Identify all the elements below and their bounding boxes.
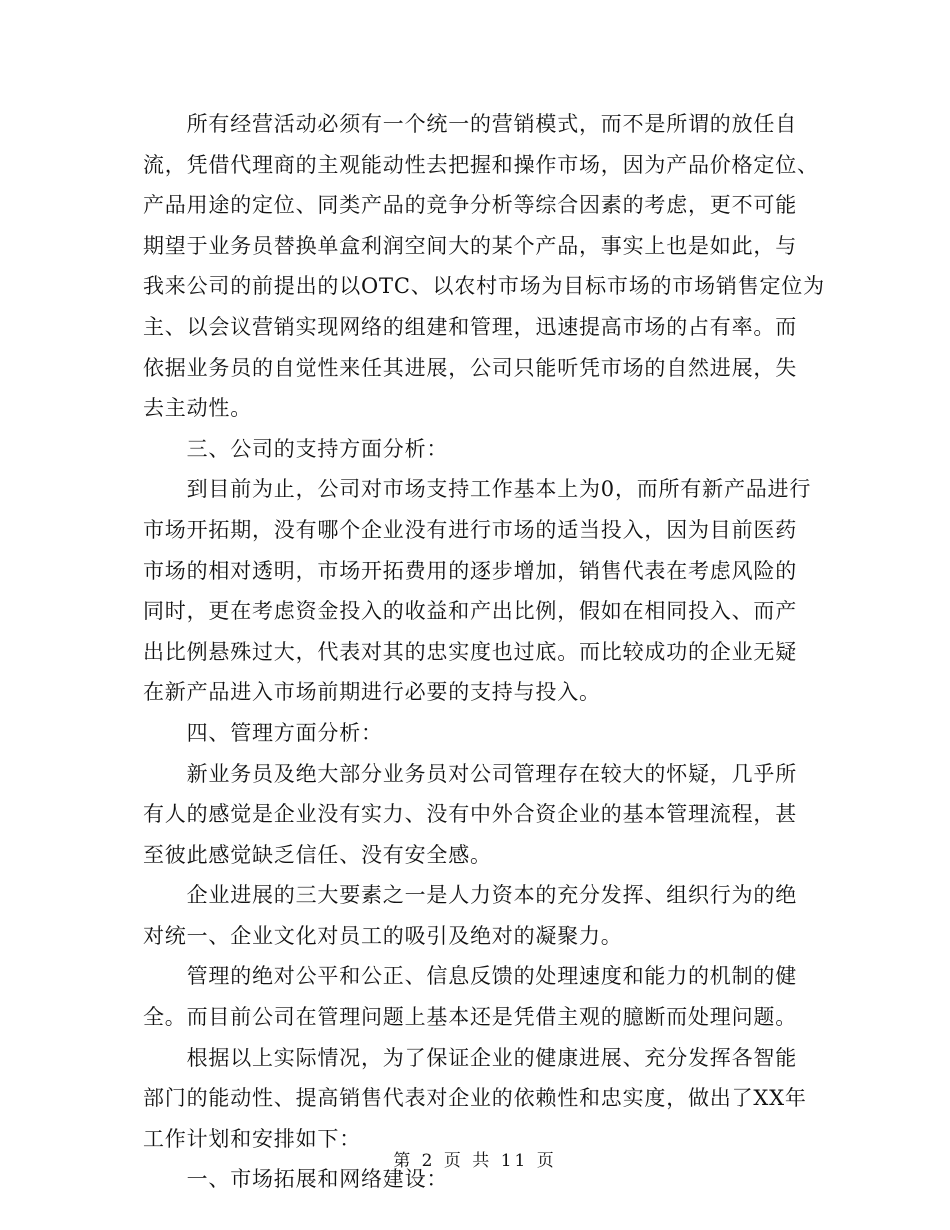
document-body xyxy=(143,104,833,1200)
paragraph xyxy=(143,754,833,876)
text-line: 依据业务员的自觉性来任其进展，公司只能听凭市场的自然进展，失 xyxy=(143,355,797,380)
text-line: 一、市场拓展和网络建设： xyxy=(143,1167,449,1192)
text-line: 工作计划和安排如下： xyxy=(143,1126,361,1151)
text-line: 在新产品进入市场前期进行必要的支持与投入。 xyxy=(143,680,601,705)
paragraph xyxy=(143,875,833,956)
text-line: 市场开拓期，没有哪个企业没有进行市场的适当投入，因为目前医药 xyxy=(143,517,797,542)
section-heading xyxy=(143,713,833,754)
text-line: 全。而目前公司在管理问题上基本还是凭借主观的臆断而处理问题。 xyxy=(143,1005,797,1030)
text-line: 企业进展的三大要素之一是人力资本的充分发挥、组织行为的绝 xyxy=(143,883,797,908)
section-heading xyxy=(143,429,833,470)
text-line: 对统一、企业文化对员工的吸引及绝对的凝聚力。 xyxy=(143,923,623,948)
paragraph xyxy=(143,469,833,713)
text-line: 去主动性。 xyxy=(143,396,252,421)
text-line: 出比例悬殊过大，代表对其的忠实度也过底。而比较成功的企业无疑 xyxy=(143,639,797,664)
text-line: 新业务员及绝大部分业务员对公司管理存在较大的怀疑，几乎所 xyxy=(143,761,797,786)
paragraph xyxy=(143,104,833,429)
text-line: 有人的感觉是企业没有实力、没有中外合资企业的基本管理流程，甚 xyxy=(143,802,797,827)
text-line: 根据以上实际情况，为了保证企业的健康进展、充分发挥各智能 xyxy=(143,1045,797,1070)
text-line: 到目前为止，公司对市场支持工作基本上为0，而所有新产品进行 xyxy=(143,477,812,502)
page-footer: 第 2 页 共 11 页 xyxy=(393,1151,557,1171)
text-line: 期望于业务员替换单盒利润空间大的某个产品，事实上也是如此，与 xyxy=(143,233,797,258)
text-line: 主、以会议营销实现网络的组建和管理，迅速提高市场的占有率。而 xyxy=(143,314,797,339)
text-line: 所有经营活动必须有一个统一的营销模式，而不是所谓的放任自 xyxy=(143,112,797,136)
text-line: 部门的能动性、提高销售代表对企业的依赖性和忠实度，做出了XX年 xyxy=(143,1086,807,1111)
text-line: 产品用途的定位、同类产品的竞争分析等综合因素的考虑，更不可能 xyxy=(143,193,797,218)
text-line: 我来公司的前提出的以OTC、以农村市场为目标市场的市场销售定位为 xyxy=(143,274,825,299)
text-line: 流，凭借代理商的主观能动性去把握和操作市场，因为产品价格定位、 xyxy=(143,152,819,177)
text-line: 三、公司的支持方面分析： xyxy=(143,436,449,461)
text-line: 管理的绝对公平和公正、信息反馈的处理速度和能力的机制的健 xyxy=(143,964,797,989)
paragraph xyxy=(143,956,833,1037)
text-line: 至彼此感觉缺乏信任、没有安全感。 xyxy=(143,842,492,867)
text-line: 同时，更在考虑资金投入的收益和产出比例，假如在相同投入、而产 xyxy=(143,599,797,624)
text-line: 四、管理方面分析： xyxy=(143,720,383,745)
text-line: 市场的相对透明，市场开拓费用的逐步增加，销售代表在考虑风险的 xyxy=(143,558,797,583)
paragraph xyxy=(143,1038,833,1160)
